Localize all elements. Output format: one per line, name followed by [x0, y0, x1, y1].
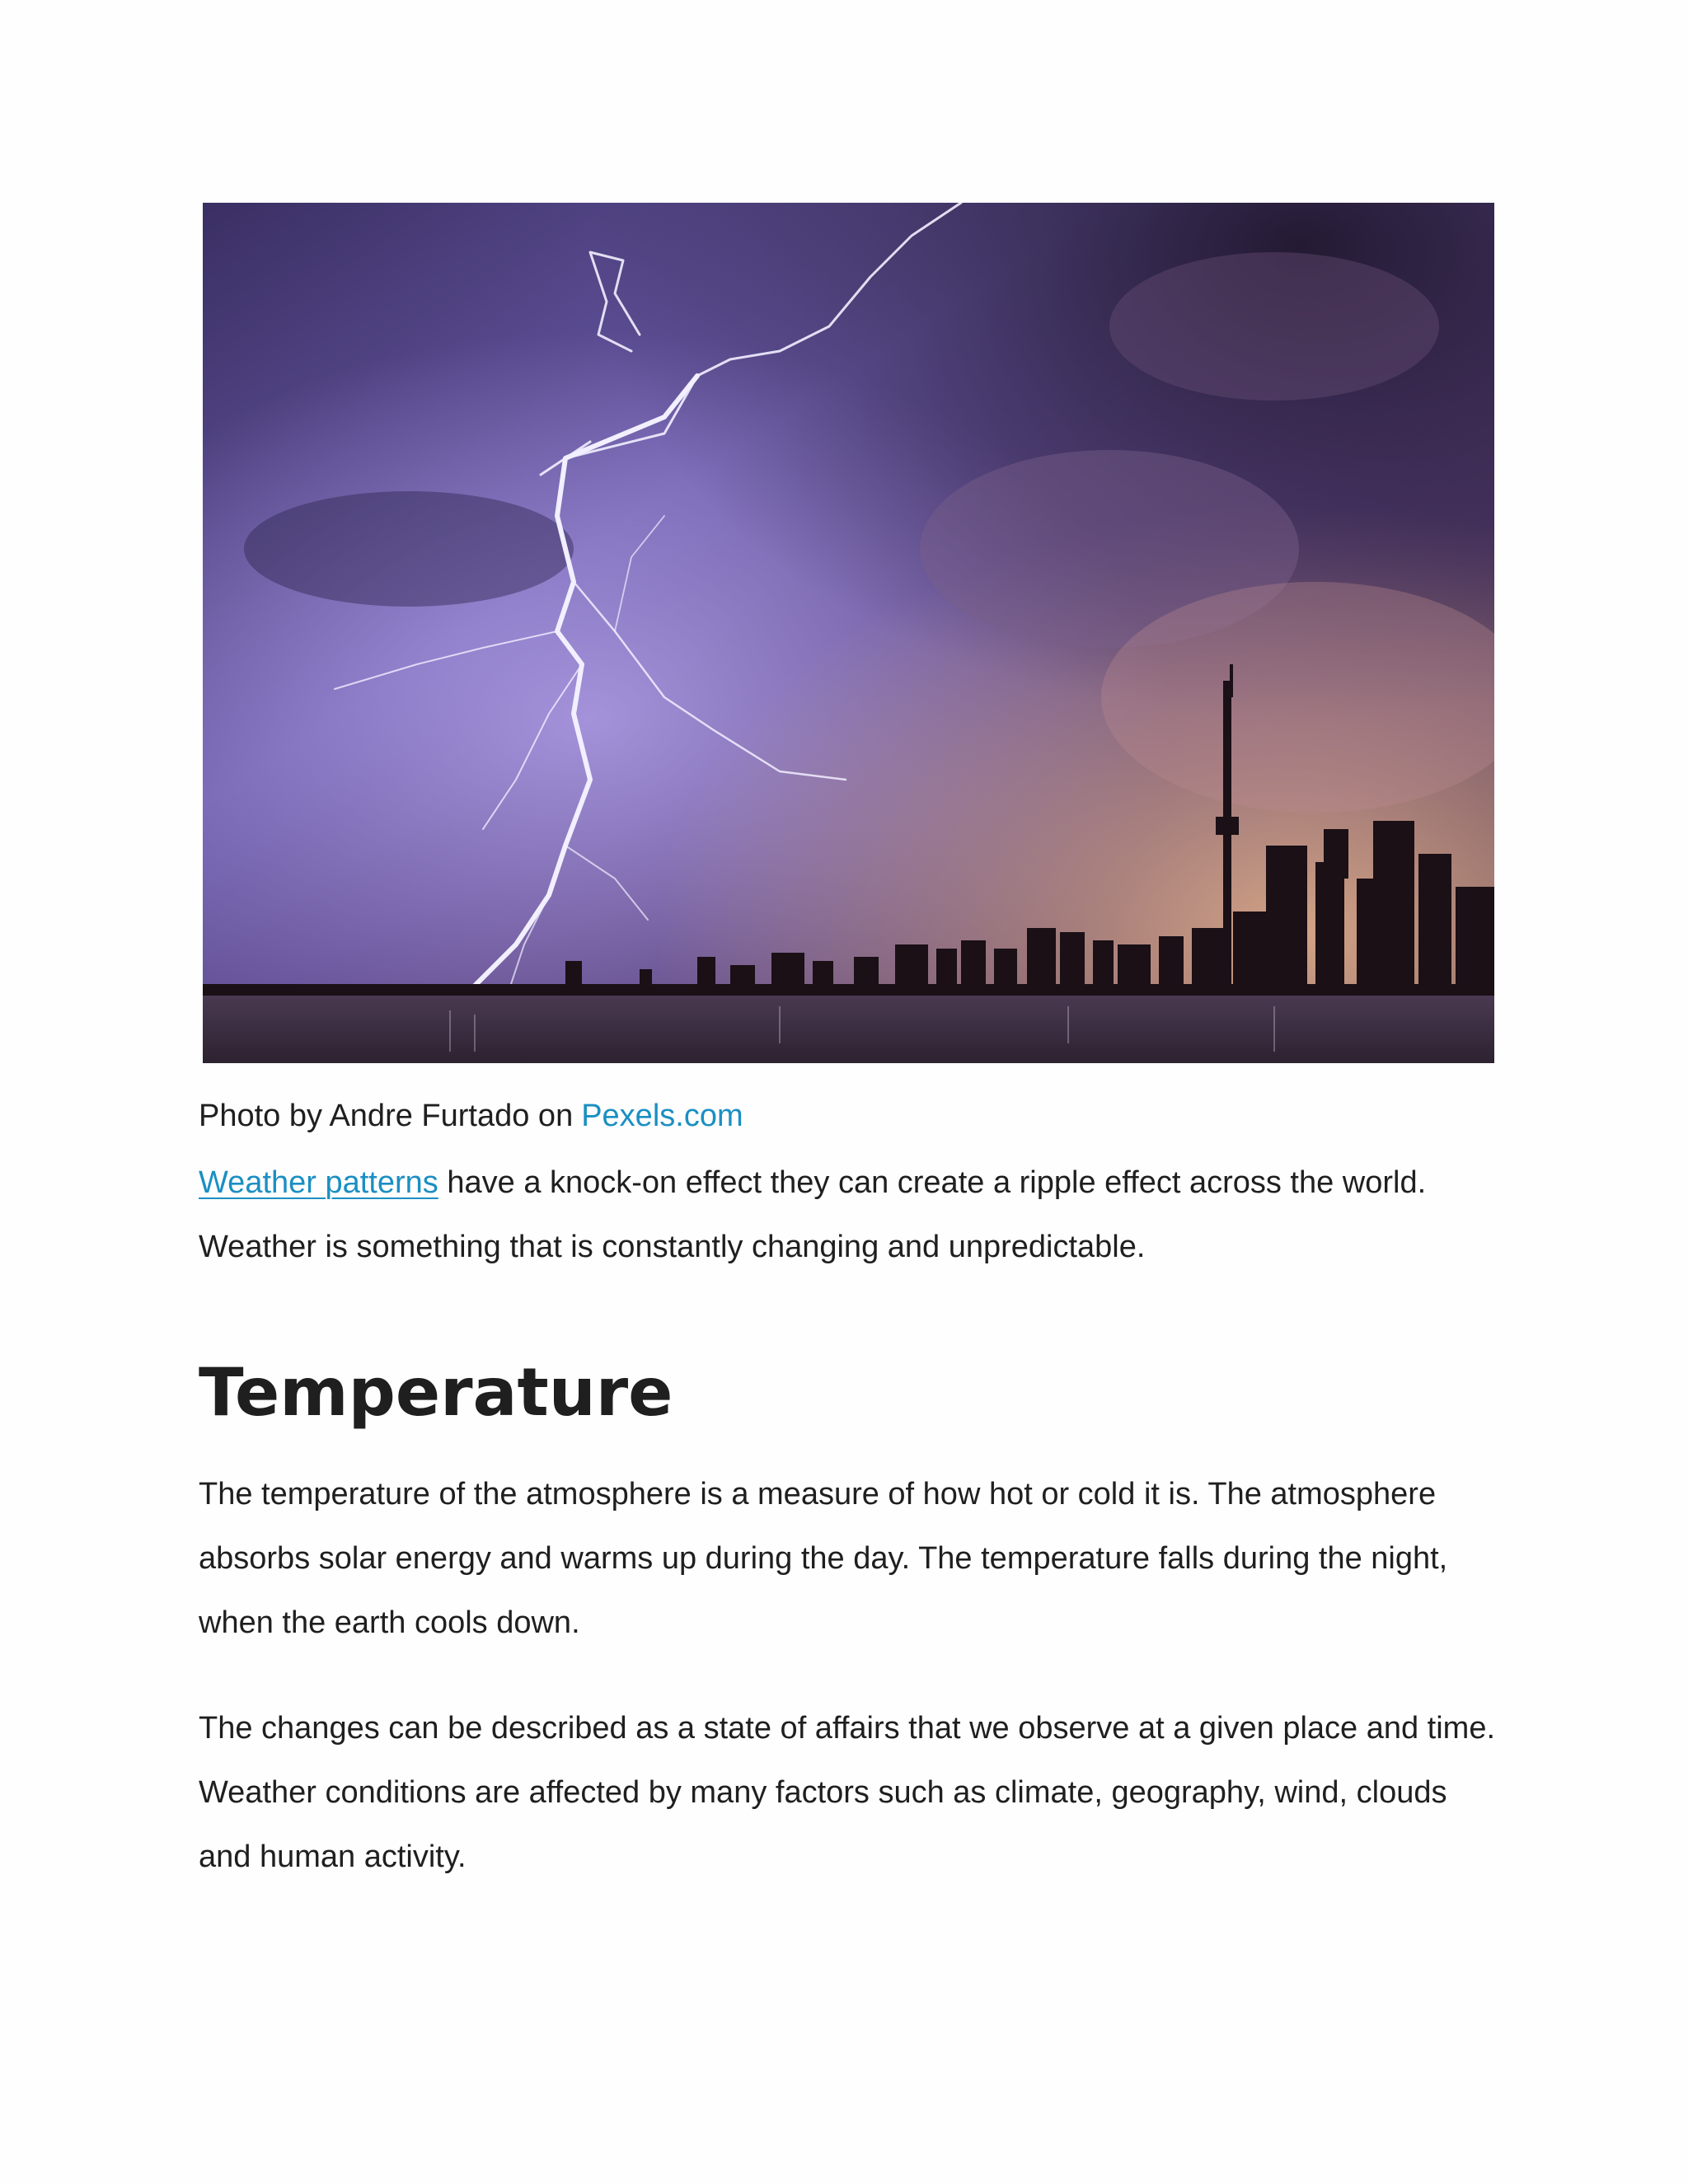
intro-paragraph: [199, 1151, 1501, 1279]
pexels-link[interactable]: Pexels.com: [581, 1099, 743, 1133]
photo-illustration: [203, 203, 1494, 1063]
caption-prefix: Photo by Andre Furtado on: [199, 1099, 574, 1133]
photo-caption: [199, 1088, 1501, 1144]
temperature-paragraph-1: The temperature of the atmosphere is a measure of how hot or cold it is. The atmosphere absorbs solar energy and warms up during the day. The temperature falls during the night, when the earth cools down.: [199, 1477, 1448, 1640]
temperature-paragraph-2: The changes can be described as a state of affairs that we observe at a given place and time. Weather conditions are affected by many factors such as climate, geography, wind, clouds and human activity.: [199, 1711, 1496, 1874]
weather-patterns-link[interactable]: Weather patterns: [199, 1165, 438, 1200]
intro-text: have a knock-on effect they can create a ripple effect across the world. Weather is something that is constantly changing and unpredictable.: [199, 1165, 1427, 1264]
section-heading: Temperature: [199, 1354, 673, 1431]
lightning-city-photo: [203, 203, 1494, 1063]
